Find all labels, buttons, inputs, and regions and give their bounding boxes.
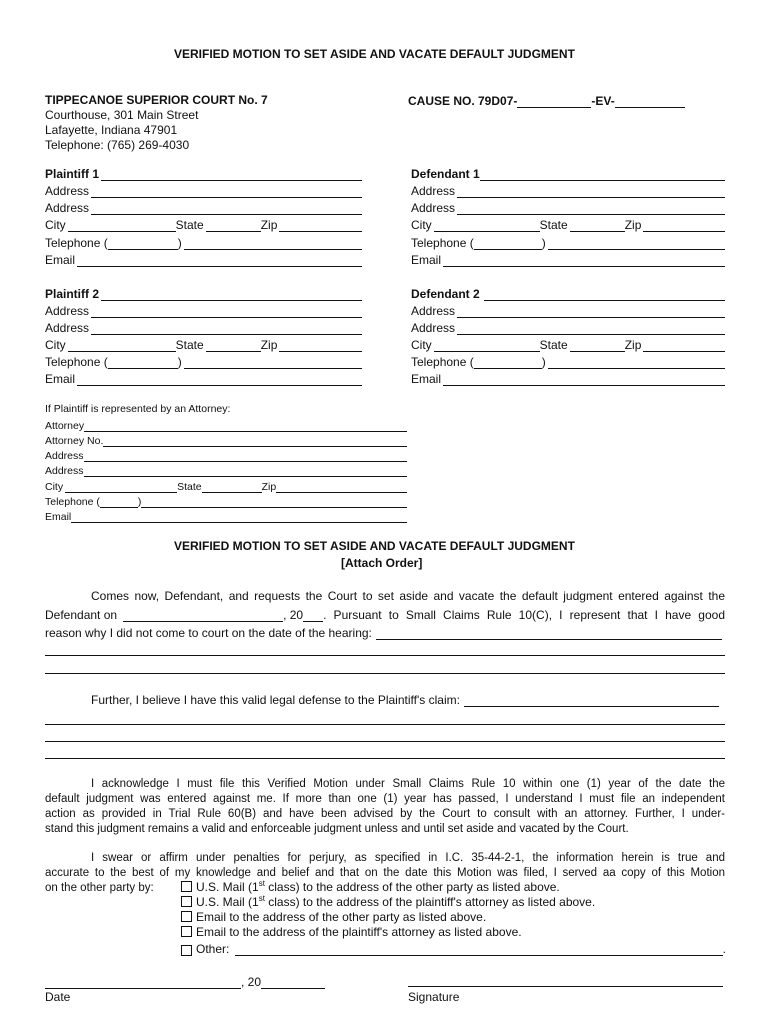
attorney-telephone-row — [45, 494, 407, 508]
defendant1-address2-field[interactable] — [457, 202, 725, 215]
attorney-address2-row — [45, 463, 407, 477]
defendant1-email-row — [411, 251, 725, 267]
email-label: Email — [45, 511, 72, 523]
defense-line-2[interactable] — [45, 724, 725, 725]
attorney-area-code-field[interactable] — [100, 496, 138, 508]
defendant2-email-field[interactable] — [443, 373, 725, 386]
judgment-date-field[interactable] — [123, 609, 283, 622]
defendant2-address1-field[interactable] — [457, 305, 725, 318]
defendant2-email-row — [411, 370, 725, 386]
zip-label: Zip — [624, 338, 642, 352]
affirm-line3: on the other party by: — [45, 882, 154, 894]
para1-line2 — [45, 606, 725, 622]
plaintiff2-zip-field[interactable] — [279, 339, 362, 352]
signature-label: Signature — [408, 990, 460, 1004]
service-option-1[interactable]: U.S. Mail (1st class) to the address of the other party as listed above. — [181, 880, 560, 895]
address-label: Address — [411, 201, 456, 215]
zip-label: Zip — [624, 218, 642, 232]
plaintiff1-city-row — [45, 216, 362, 232]
defendant1-name-row — [411, 165, 725, 181]
ack-line1: I acknowledge I must file this Verified Motion under Small Claims Rule 10 within one (1) year of the date the — [91, 778, 725, 790]
address-label: Address — [45, 304, 90, 318]
defense-field[interactable] — [464, 694, 719, 707]
paren-close: ) — [541, 236, 546, 250]
defendant2-telephone-field[interactable] — [548, 356, 725, 369]
plaintiff2-address1-row — [45, 302, 362, 318]
attorney-number-row — [45, 433, 407, 447]
plaintiff2-address1-field[interactable] — [91, 305, 362, 318]
defendant1-name-field[interactable] — [480, 168, 725, 181]
telephone-label: Telephone ( — [411, 236, 474, 250]
defense-line-3[interactable] — [45, 741, 725, 742]
attorney-address1-field[interactable] — [84, 450, 407, 462]
plaintiff2-city-field[interactable] — [68, 339, 176, 352]
address-label: Address — [45, 450, 84, 462]
defendant1-state-field[interactable] — [570, 219, 625, 232]
state-label: State — [177, 481, 202, 493]
plaintiff2-label: Plaintiff 2 — [45, 287, 100, 301]
attorney-email-row — [45, 509, 407, 523]
defendant1-telephone-field[interactable] — [548, 237, 725, 250]
defendant1-zip-field[interactable] — [643, 219, 725, 232]
defendant1-address1-row — [411, 182, 725, 198]
acknowledgment-paragraph — [45, 777, 725, 837]
defendant2-city-field[interactable] — [434, 339, 540, 352]
date-field[interactable] — [45, 976, 241, 989]
signature-field[interactable] — [408, 986, 723, 987]
plaintiff1-label: Plaintiff 1 — [45, 167, 100, 181]
year-field[interactable] — [261, 976, 325, 989]
plaintiff1-city-field[interactable] — [68, 219, 176, 232]
paren-close: ) — [177, 236, 182, 250]
rule-10c-text: . Pursuant to Small Claims Rule 10(C), I represent that I have good — [323, 608, 725, 622]
address-label: Address — [45, 465, 84, 477]
email-label: Email — [411, 372, 442, 386]
defense-label: Further, I believe I have this valid legal defense to the Plaintiff's claim: — [91, 693, 460, 707]
attorney-city-field[interactable] — [65, 481, 177, 493]
service-option-2[interactable]: U.S. Mail (1st class) to the address of the plaintiff's attorney as listed above. — [181, 895, 595, 910]
defendant1-address1-field[interactable] — [457, 185, 725, 198]
para1-line1: Comes now, Defendant, and requests the Court to set aside and vacate the default judgment entered against the — [91, 589, 725, 603]
email-label: Email — [45, 253, 76, 267]
defendant2-address2-field[interactable] — [457, 322, 725, 335]
telephone-label: Telephone ( — [411, 355, 474, 369]
comma-20-footer: , 20 — [241, 975, 262, 989]
plaintiff1-email-field[interactable] — [77, 254, 362, 267]
zip-label: Zip — [260, 338, 278, 352]
defendant1-area-code-field[interactable] — [474, 237, 542, 250]
service-option-3[interactable]: Email to the address of the other party as listed above. — [181, 910, 486, 925]
para2-line1 — [91, 691, 719, 707]
telephone-label: Telephone ( — [45, 355, 108, 369]
reason-line-2[interactable] — [45, 655, 725, 656]
address-label: Address — [45, 184, 90, 198]
reason-label: reason why I did not come to court on the date of the hearing: — [45, 626, 372, 640]
judgment-year-field[interactable] — [303, 609, 323, 622]
plaintiff2-email-row — [45, 370, 362, 386]
defendant1-telephone-row — [411, 234, 725, 250]
service-checkbox-4[interactable] — [181, 926, 192, 937]
defendant2-telephone-row — [411, 353, 725, 369]
address-label: Address — [45, 321, 90, 335]
city-label: City — [45, 338, 66, 352]
service-checkbox-2[interactable] — [181, 896, 192, 907]
plaintiff1-name-row — [45, 165, 362, 181]
cause-number-field[interactable] — [615, 95, 685, 108]
email-label: Email — [411, 253, 442, 267]
plaintiff2-name-field[interactable] — [101, 288, 362, 301]
attorney-no-label: Attorney No. — [45, 435, 104, 447]
city-label: City — [411, 218, 432, 232]
other-period: . — [722, 942, 726, 956]
service-option-5 — [181, 940, 726, 956]
plaintiff1-email-row — [45, 251, 362, 267]
defendant2-state-field[interactable] — [570, 339, 625, 352]
service-checkbox-3[interactable] — [181, 911, 192, 922]
plaintiff2-email-field[interactable] — [77, 373, 362, 386]
defendant1-label: Defendant 1 — [411, 167, 480, 181]
court-address-line2: Lafayette, Indiana 47901 — [45, 123, 178, 137]
paren-close: ) — [541, 355, 546, 369]
plaintiff1-area-code-field[interactable] — [108, 237, 178, 250]
defendant2-label: Defendant 2 — [411, 287, 480, 301]
court-telephone: Telephone: (765) 269-4030 — [45, 138, 190, 152]
date-label: Date — [45, 990, 71, 1004]
attorney-telephone-field[interactable] — [141, 496, 407, 508]
email-label: Email — [45, 372, 76, 386]
service-checkbox-1[interactable] — [181, 881, 192, 892]
address-label: Address — [411, 184, 456, 198]
plaintiff2-area-code-field[interactable] — [108, 356, 178, 369]
attach-order: [Attach Order] — [341, 556, 423, 570]
defendant2-name-row — [411, 285, 725, 301]
attorney-number-field[interactable] — [103, 435, 407, 447]
attorney-email-field[interactable] — [71, 511, 407, 523]
attorney-heading: If Plaintiff is represented by an Attorney: — [45, 403, 231, 415]
defendant1-email-field[interactable] — [443, 254, 725, 267]
other-label: Other: — [196, 942, 230, 956]
defendant2-address2-row — [411, 319, 725, 335]
plaintiff2-telephone-row — [45, 353, 362, 369]
plaintiff2-name-row — [45, 285, 362, 301]
attorney-address1-row — [45, 448, 407, 462]
telephone-label: Telephone ( — [45, 236, 108, 250]
ack-line4: stand this judgment remains a valid and enforceable judgment unless and until set aside and vacated by the Court. — [45, 823, 629, 835]
plaintiff2-state-field[interactable] — [206, 339, 261, 352]
state-label: State — [175, 218, 204, 232]
ack-line2: default judgment was entered against me. If more than one (1) year has passed, I understand I must file an independent — [45, 793, 725, 805]
plaintiff1-telephone-field[interactable] — [184, 237, 362, 250]
plaintiff1-address1-field[interactable] — [91, 185, 362, 198]
section-title: VERIFIED MOTION TO SET ASIDE AND VACATE DEFAULT JUDGMENT — [174, 539, 575, 553]
paren-close: ) — [177, 355, 182, 369]
plaintiff1-state-field[interactable] — [206, 219, 261, 232]
address-label: Address — [411, 321, 456, 335]
service-option-4[interactable]: Email to the address of the plaintiff's attorney as listed above. — [181, 925, 522, 940]
document-title: VERIFIED MOTION TO SET ASIDE AND VACATE DEFAULT JUDGMENT — [174, 47, 575, 61]
attorney-name-row — [45, 418, 407, 432]
city-label: City — [411, 338, 432, 352]
defendant2-address1-row — [411, 302, 725, 318]
reason-line-3[interactable] — [45, 673, 725, 674]
attorney-address2-field[interactable] — [84, 465, 407, 477]
defendant2-area-code-field[interactable] — [474, 356, 542, 369]
reason-field[interactable] — [376, 627, 722, 640]
zip-label: Zip — [260, 218, 278, 232]
plaintiff1-address1-row — [45, 182, 362, 198]
plaintiff1-telephone-row — [45, 234, 362, 250]
cause-number — [408, 92, 698, 108]
court-name: TIPPECANOE SUPERIOR COURT No. 7 — [45, 93, 268, 107]
address-label: Address — [45, 201, 90, 215]
defendant-on-label: Defendant on — [45, 608, 118, 622]
plaintiff2-telephone-field[interactable] — [184, 356, 362, 369]
plaintiff1-address2-row — [45, 199, 362, 215]
state-label: State — [175, 338, 204, 352]
ack-line3: action as provided in Trial Rule 60(B) and have been advised by the Court to consult with an attorney. Further, I under- — [45, 808, 725, 820]
cause-prefix: CAUSE NO. 79D07- — [408, 94, 518, 108]
cause-mid: -EV- — [591, 94, 615, 108]
plaintiff2-address2-field[interactable] — [91, 322, 362, 335]
zip-label: Zip — [261, 481, 277, 493]
plaintiff1-address2-field[interactable] — [91, 202, 362, 215]
court-address-line1: Courthouse, 301 Main Street — [45, 108, 199, 122]
attorney-label: Attorney — [45, 420, 85, 432]
defendant1-city-row — [411, 216, 725, 232]
plaintiff2-city-row — [45, 336, 362, 352]
defense-line-4[interactable] — [45, 758, 725, 759]
attorney-state-field[interactable] — [202, 481, 262, 493]
plaintiff1-name-field[interactable] — [101, 168, 362, 181]
defendant2-name-field[interactable] — [484, 288, 725, 301]
city-label: City — [45, 218, 66, 232]
defendant2-zip-field[interactable] — [643, 339, 725, 352]
attorney-zip-field[interactable] — [276, 481, 407, 493]
date-row — [45, 973, 325, 989]
other-field[interactable] — [235, 943, 722, 956]
telephone-label: Telephone ( — [45, 496, 100, 508]
city-label: City — [45, 481, 64, 493]
defendant1-address2-row — [411, 199, 725, 215]
comma-20-label: , 20 — [283, 608, 304, 622]
defendant2-city-row — [411, 336, 725, 352]
state-label: State — [539, 218, 568, 232]
affirm-line2: accurate to the best of my knowledge and belief and that on the date this Motion was filed, I served aa copy of this Motion — [45, 867, 725, 879]
attorney-name-field[interactable] — [84, 420, 407, 432]
plaintiff1-zip-field[interactable] — [279, 219, 362, 232]
state-label: State — [539, 338, 568, 352]
plaintiff2-address2-row — [45, 319, 362, 335]
affirm-line1: I swear or affirm under penalties for perjury, as specified in I.C. 35-44-2-1, the information herein is true and — [91, 852, 725, 864]
cause-year-field[interactable] — [517, 95, 591, 108]
paren-close: ) — [137, 496, 142, 508]
address-label: Address — [411, 304, 456, 318]
para1-line3 — [45, 624, 722, 640]
service-checkbox-5[interactable] — [181, 945, 192, 956]
defendant1-city-field[interactable] — [434, 219, 540, 232]
attorney-city-row — [45, 479, 407, 493]
